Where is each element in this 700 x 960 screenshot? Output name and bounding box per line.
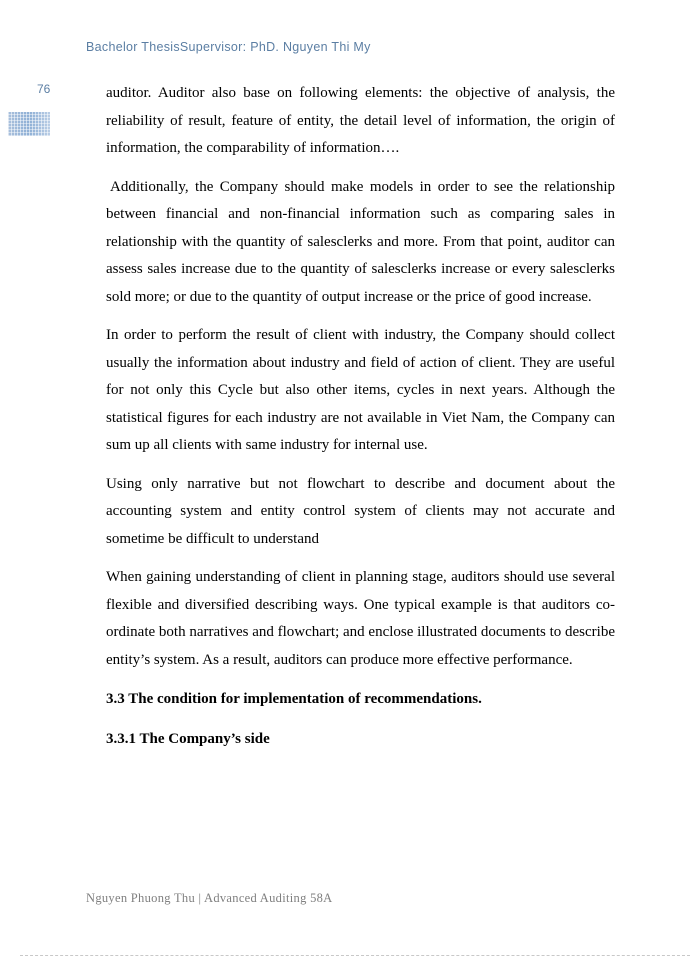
running-header: Bachelor ThesisSupervisor: PhD. Nguyen Thi My [86,40,371,54]
running-footer: Nguyen Phuong Thu | Advanced Auditing 58A [86,891,333,905]
paragraph-narrative: Using only narrative but not flowchart to describe and document about the accounting system and entity control system of clients may not accurate and sometime be difficult to understand [106,475,615,547]
body-text [106,80,615,753]
paragraph-industry: In order to perform the result of client with industry, the Company should collect usually the information about industry and field of action of client. They are useful for not only this Cycle but also other items, cycles in next years. Although the statistical figures for each industry are not available in Viet Nam, the Company can sum up all clients with same industry for internal use. [106,327,615,453]
subsection-heading: 3.3.1 The Company’s side [106,730,270,747]
paragraph-planning-stage: When gaining understanding of client in planning stage, auditors should use several flexible and diversified describing ways. One typical example is that auditors co-ordinate both narratives and flowchart; and enclose illustrated documents to describe entity’s system. As a result, auditors can produce more effective performance. [106,569,615,668]
paragraph-models: Additionally, the Company should make models in order to see the relationship between financial and non-financial information such as comparing sales in relationship with the quantity of salesclerks and more. From that point, auditor can assess sales increase due to the quantity of salesclerks increase or every salesclerks sold more; or due to the quantity of output increase or the price of good increase. [106,178,615,305]
page-marker-graphic [8,112,50,136]
section-heading: 3.3 The condition for implementation of recommendations. [106,691,482,707]
page-bottom-divider [20,955,690,956]
paragraph-auditor-elements: auditor. Auditor also base on following elements: the objective of analysis, the reliability of result, feature of entity, the detail level of information, the origin of information, the comparability of information…. [106,85,615,156]
page-number: 76 [37,82,51,96]
